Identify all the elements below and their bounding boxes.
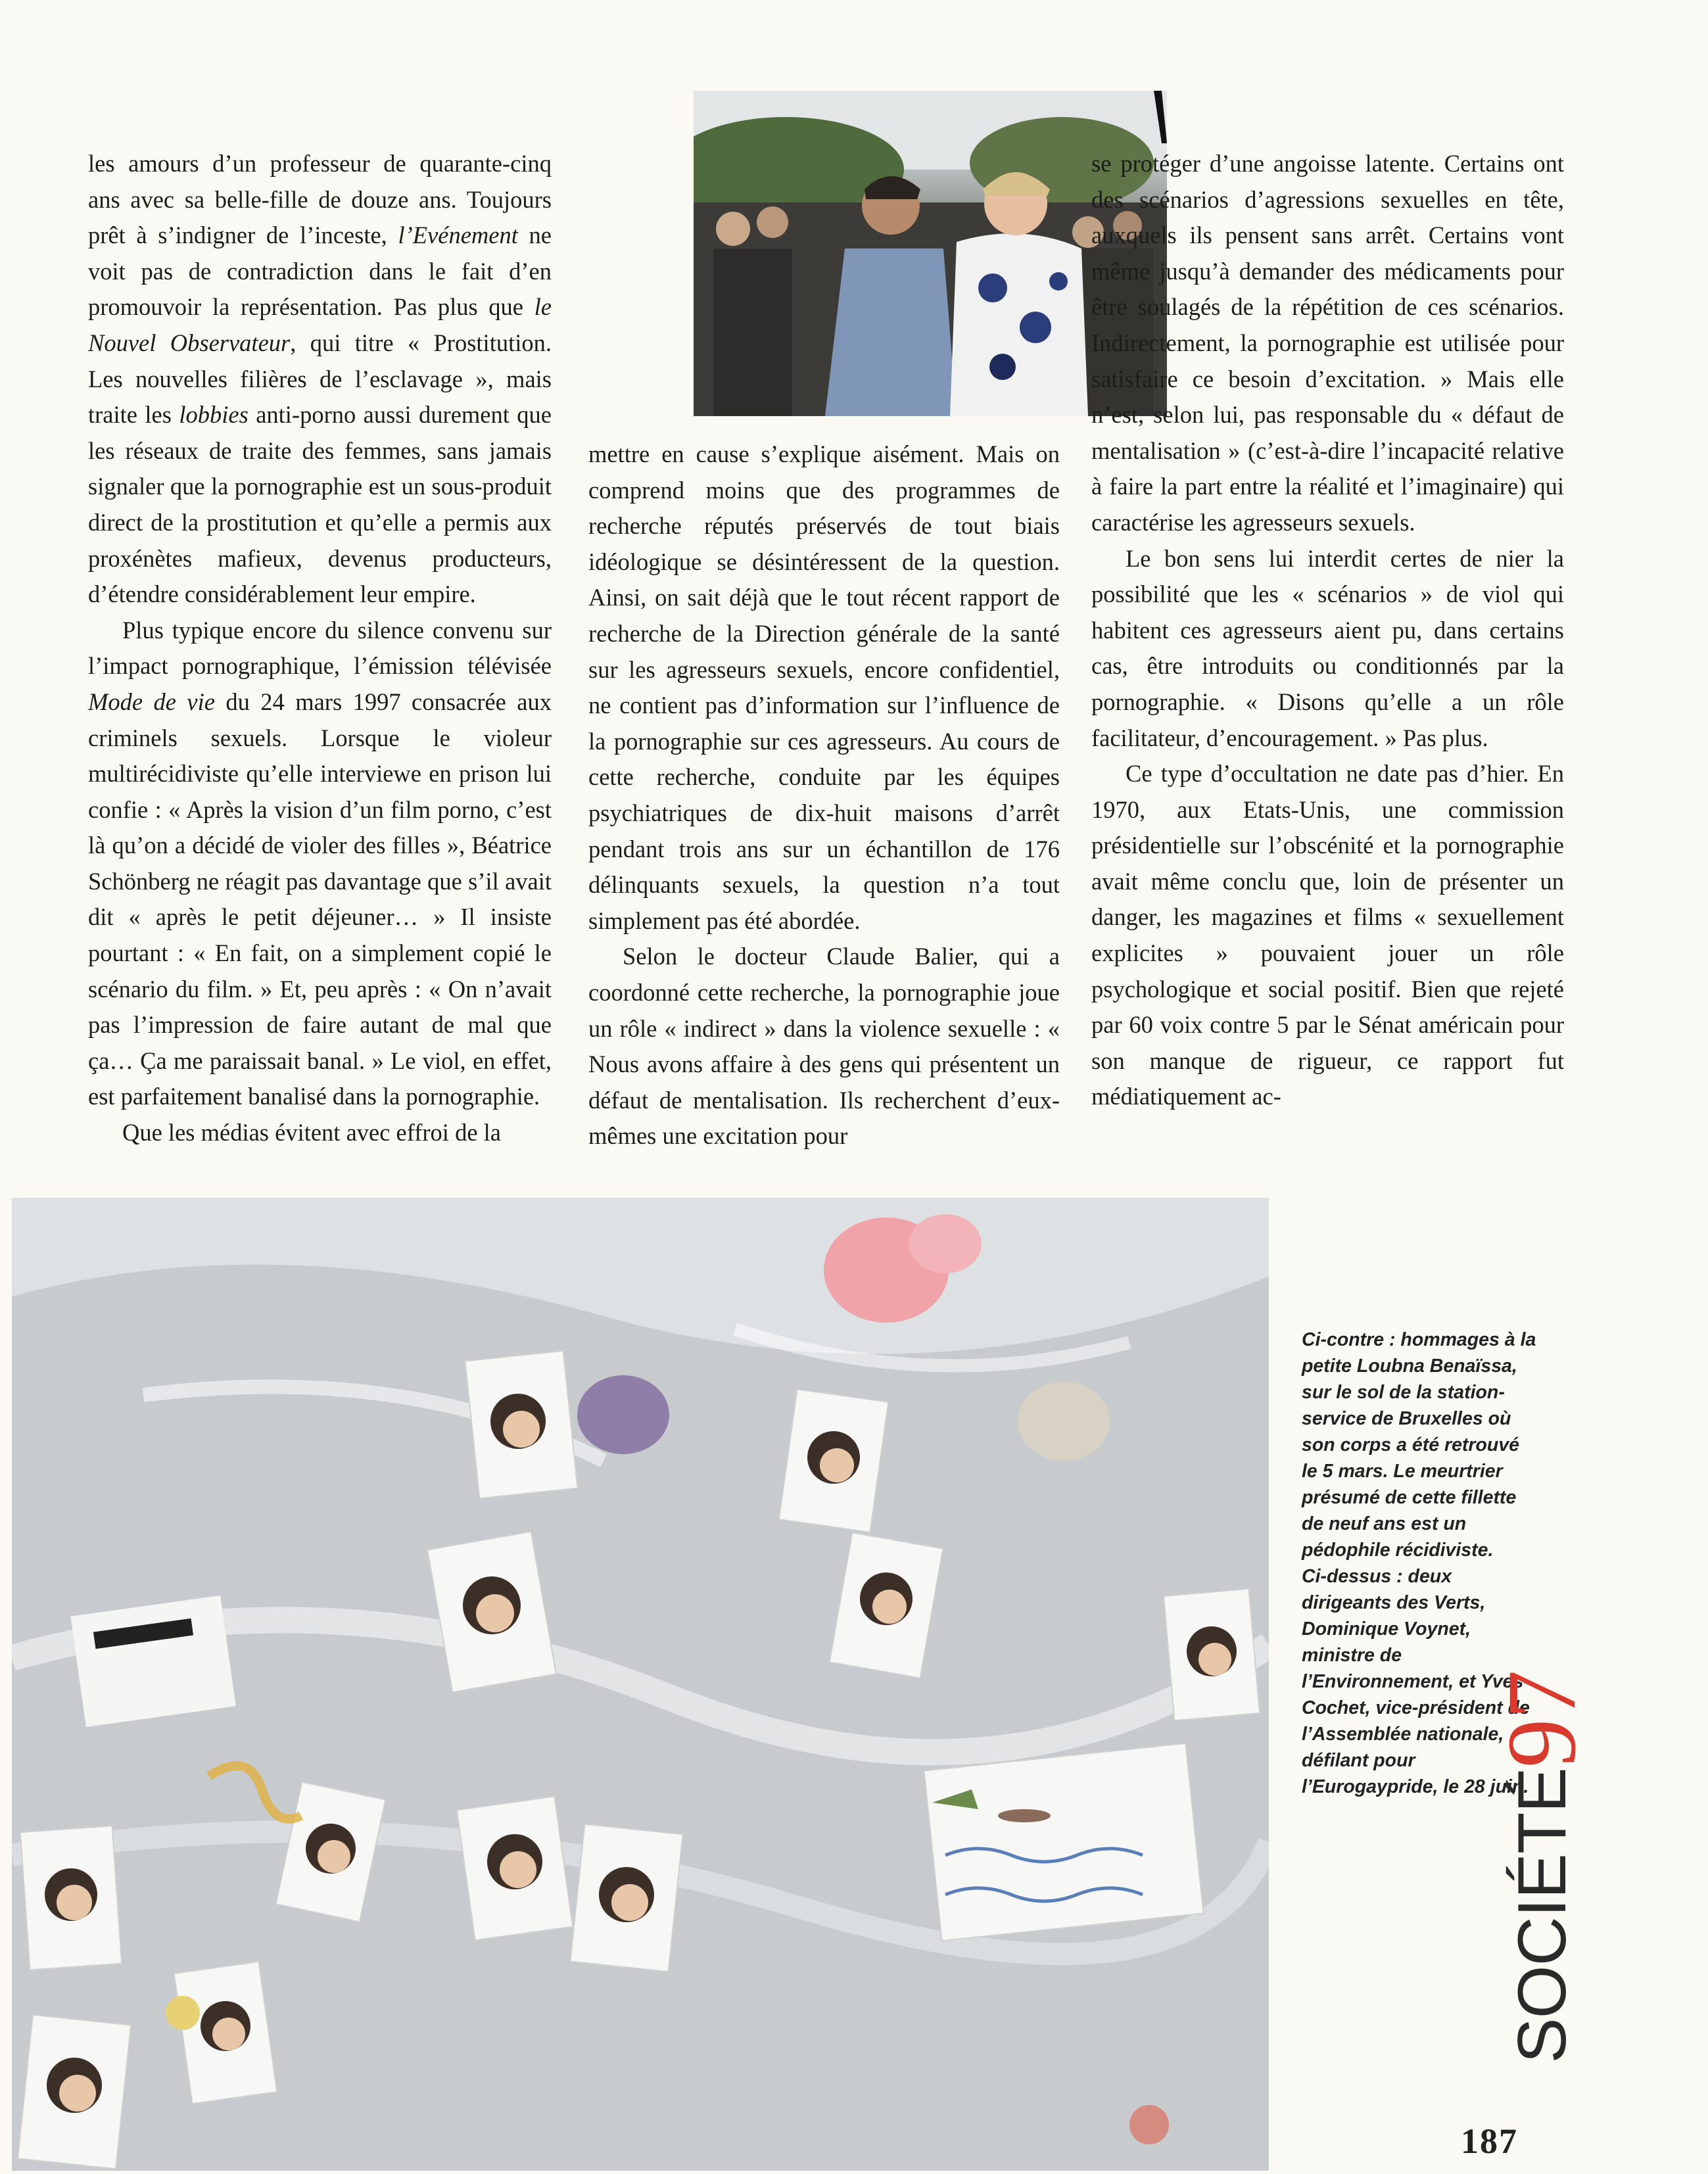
paragraph: mettre en cause s’explique aisément. Mais on comprend moins que des programmes de recherche réputés préservés de tout biais idéologique se désintéressent de la question. Ainsi, on sait déjà que le tout récent rapport de recherche de la Direction générale de la santé sur les agresseurs sexuels, encore confidentiel, ne contient pas d’information sur l’influence de la pornographie sur ces agresseurs. Au cours de cette recherche, conduite par les équipes psychiatriques de dix-huit maisons d’arrêt pendant trois ans sur un échantillon de 176 délinquants sexuels, la question n’a tout simplement pas été abordée. [588, 440, 1060, 934]
article-column-1 [88, 146, 552, 1151]
page-number: 187 [1461, 2121, 1518, 2161]
paragraph: les amours d’un professeur de quarante-cinq ans avec sa belle-fille de douze ans. Toujours prêt à s’indigner de l’inceste, l’Evénement ne voit pas de contradiction dans le fait d’en promouvoir la représentation. Pas plus que le Nouvel Observateur, qui titre « Prostitution. Les nouvelles filières de l’esclavage », mais traite les lobbies anti-porno aussi durement que les réseaux de traite des femmes, sans jamais signaler que la pornographie est un sous-produit direct de la prostitution et qu’elle a permis aux proxénètes mafieux, devenus producteurs, d’étendre considérablement leur empire. [88, 150, 552, 608]
photo-tributes-loubna [12, 1198, 1269, 2171]
section-logo-number: 97 [1487, 1670, 1596, 1768]
paragraph: Que les médias évitent avec effroi de la [122, 1119, 501, 1146]
paragraph: Ce type d’occultation ne date pas d’hier. En 1970, aux Etats-Unis, une commission présidentielle sur l’obscénité et la pornographie avait même conclu que, loin de présenter un danger, les magazines et films « sexuellement explicites » pouvaient jouer un rôle psychologique et social positif. Bien que rejeté par 60 voix contre 5 par le Sénat américain pour son manque de rigueur, ce rapport fut médiatiquement ac- [1091, 760, 1564, 1110]
section-logo [1487, 1578, 1596, 2156]
caption-top-photo: Ci-dessus : deux dirigeants des Verts, Dominique Voynet, ministre de l’Environnement, et Yves Cochet, vice-président de l’Assemblée nationale, défilant pour l’Eurogaypride, le 28 juin. [1302, 1566, 1530, 1797]
paragraph: se protéger d’une angoisse latente. Certains ont des scénarios d’agressions sexuelles en tête, auxquels ils pensent sans arrêt. Certains vont même jusqu’à demander des médicaments pour être soulagés de la répétition de ces scénarios. Indirectement, la pornographie est utilisée pour satisfaire ce besoin d’excitation. » Mais elle n’est, selon lui, pas responsable du « défaut de mentalisation » (c’est-à-dire l’incapacité relative à faire la part entre la réalité et l’imaginaire) qui caractérise les agresseurs sexuels. [1091, 150, 1564, 536]
paragraph: Selon le docteur Claude Balier, qui a coordonné cette recherche, la pornographie joue un rôle « indirect » dans la violence sexuelle : « Nous avons affaire à des gens qui présentent un défaut de mentalisation. Ils recherchent d’eux-mêmes une excitation pour [588, 943, 1060, 1150]
article-column-2 [588, 437, 1060, 1154]
caption-bottom-photo: Ci-contre : hommages à la petite Loubna Benaïssa, sur le sol de la station-service de Bruxelles où son corps a été retrouvé le 5 mars. Le meurtrier présumé de cette fillette de neuf ans est un pédophile récidiviste. [1302, 1329, 1536, 1561]
section-logo-word: SOCIÉTÉ [1504, 1768, 1580, 2064]
paragraph: Plus typique encore du silence convenu sur l’impact pornographique, l’émission télévisée Mode de vie du 24 mars 1997 consacrée aux criminels sexuels. Lorsque le violeur multirécidiviste qu’elle interviewe en prison lui confie : « Après la vision d’un film porno, c’est là qu’on a décidé de violer des filles », Béatrice Schönberg ne réagit pas davantage que s’il avait dit « après le petit déjeuner… » Il insiste pourtant : « En fait, on a simplement copié le scénario du film. » Et, peu après : « On n’avait pas l’impression de faire autant de mal que ça… Ça me paraissait banal. » Le viol, en effet, est parfaitement banalisé dans la pornographie. [88, 616, 552, 1110]
article-column-3 [1091, 146, 1564, 1115]
paragraph: Le bon sens lui interdit certes de nier la possibilité que les « scénarios » de viol qui habitent ces agresseurs aient pu, dans certains cas, être introduits ou conditionnés par la pornographie. « Disons qu’elle a un rôle facilitateur, d’encouragement. » Pas plus. [1091, 544, 1564, 751]
